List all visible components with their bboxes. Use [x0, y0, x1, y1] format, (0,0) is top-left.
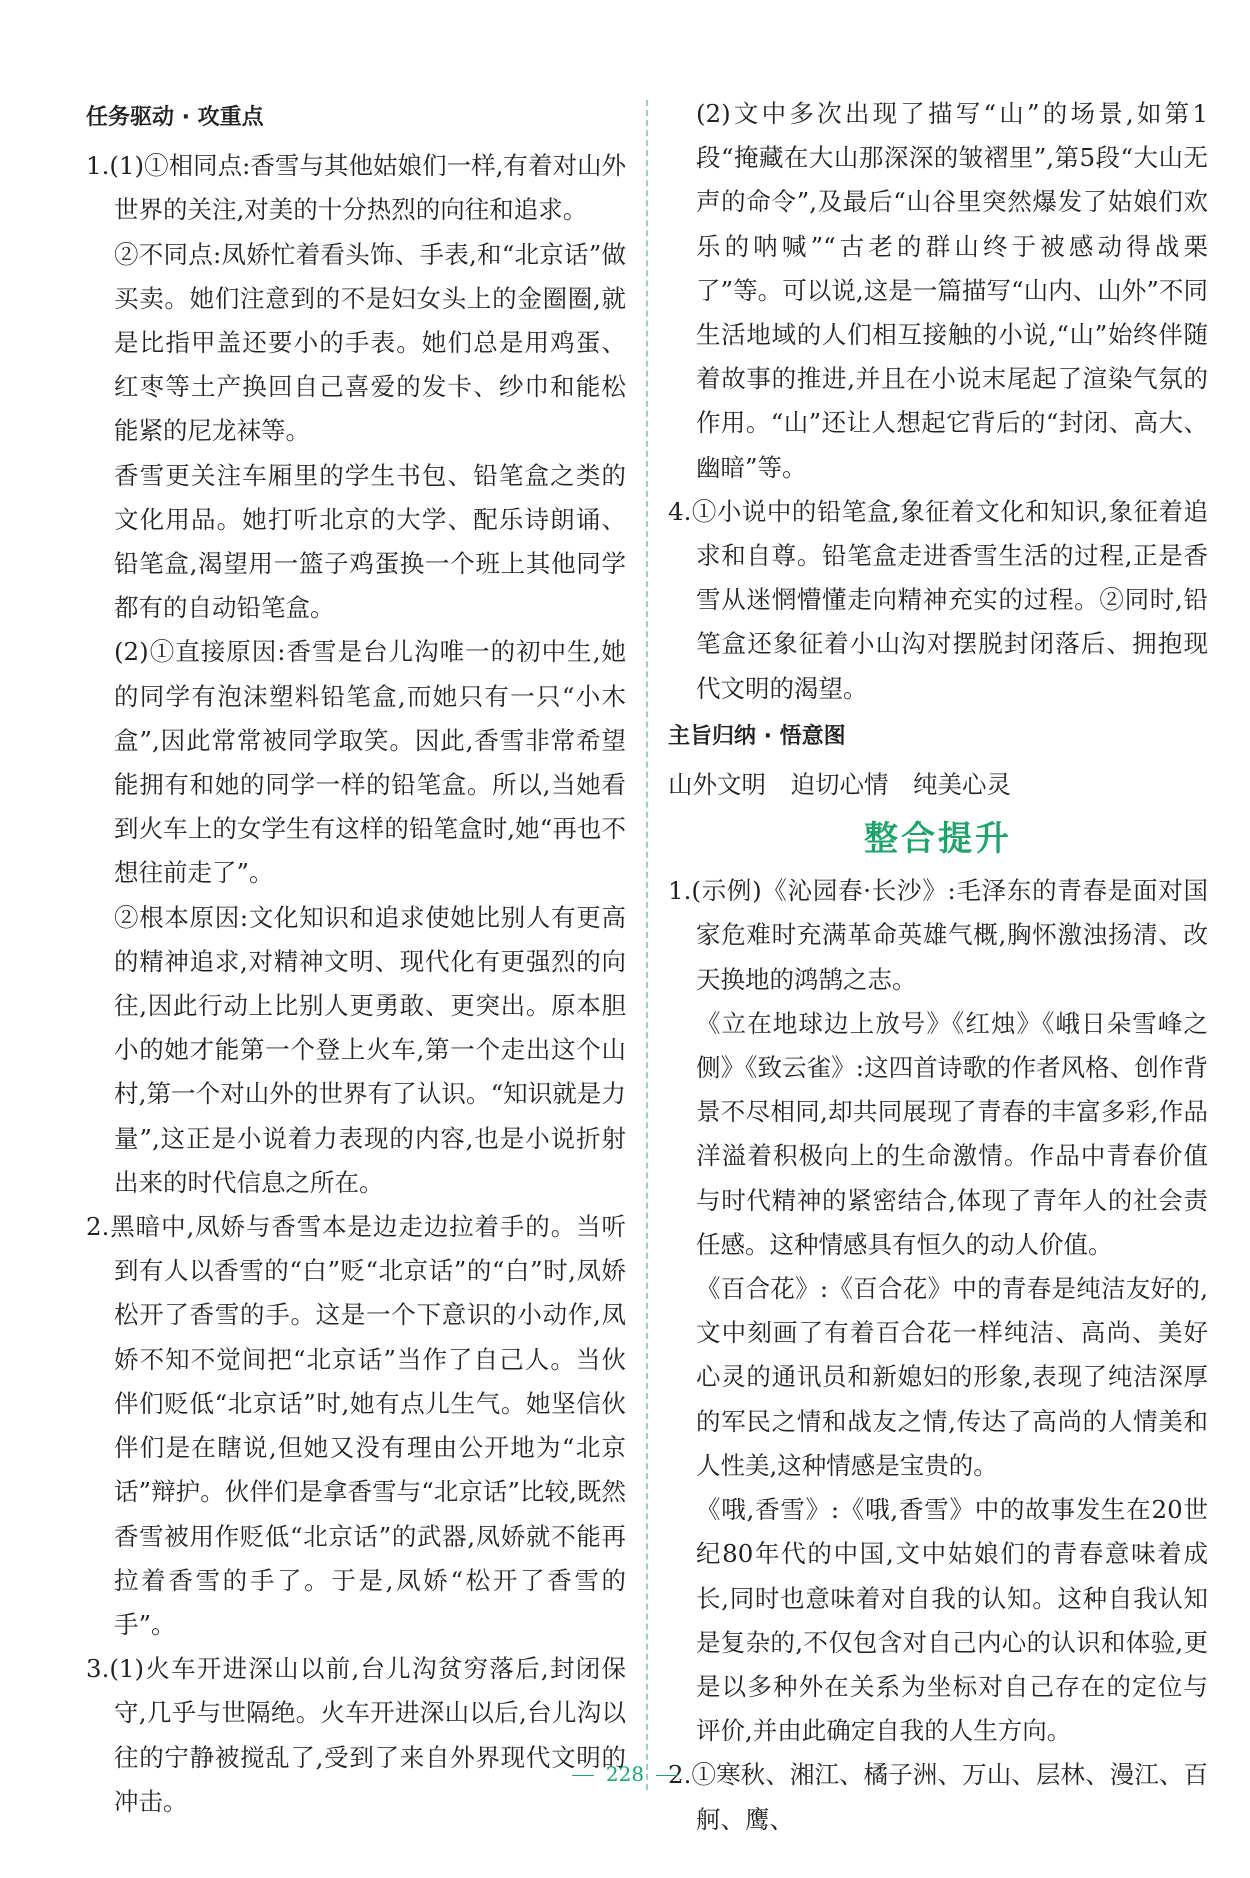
answer-1-1-diff: ②不同点:凤娇忙着看头饰、手表,和“北京话”做买卖。她们注意到的不是妇女头上的金圈圈,就是比指甲盖还要小的手表。她们总是用鸡蛋、红枣等土产换回自己喜爱的发卡、纱巾和能松能紧的尼龙袜等。 — [114, 239, 626, 446]
integration-answer-2: 2.①寒秋、湘江、橘子洲、万山、层林、漫江、百舸、鹰、 — [668, 1760, 1208, 1834]
section-heading-theme: 主旨归纳 · 悟意图 — [668, 723, 846, 749]
page-footer — [0, 1762, 1250, 1786]
answer-2: 2.黑暗中,凤娇与香雪本是边走边拉着手的。当听到有人以香雪的“白”贬“北京话”的“白”时,凤娇松开了香雪的手。这是一个下意识的小动作,凤娇不知不觉间把“北京话”当作了自己人。当伙伴们贬低“北京话”时,她有点儿生气。她坚信伙伴们是在瞎说,但她又没有理由公开地为“北京话”辩护。伙伴们是拿香雪与“北京话”比较,既然香雪被用作贬低“北京话”的武器,凤娇就不能再拉着香雪的手了。于是,凤娇“松开了香雪的手”。 — [86, 1212, 626, 1639]
answer-1-1-same: 1.(1)①相同点:香雪与其他姑娘们一样,有着对山外世界的关注,对美的十分热烈的向往和追求。 — [86, 151, 626, 225]
section-heading-task: 任务驱动 · 攻重点 — [86, 105, 264, 130]
answer-1-2-root: ②根本原因:文化知识和追求使她比别人有更高的精神追求,对精神文明、现代化有更强烈的向往,因此行动上比别人更勇敢、更突出。原本胆小的她才能第一个登上火车,第一个走出这个山村,第一个对山外的世界有了认识。“知识就是力量”,这正是小说着力表现的内容,也是小说折射出来的时代信息之所在。 — [114, 902, 626, 1197]
answer-4: 4.①小说中的铅笔盒,象征着文化和知识,象征着追求和自尊。铅笔盒走进香雪生活的过程,正是香雪从迷惘懵懂走向精神充实的过程。②同时,铅笔盒还象征着小山沟对摆脱封闭落后、拥抱现代文明的渴望。 — [668, 496, 1208, 703]
answer-3-2: (2)文中多次出现了描写“山”的场景,如第1段“掩藏在大山那深深的皱褶里”,第5段“大山无声的命令”,及最后“山谷里突然爆发了姑娘们欢乐的呐喊”“古老的群山终于被感动得战栗了”等。可以说,这是一篇描写“山内、山外”不同生活地域的人们相互接触的小说,“山”始终伴随着故事的推进,并且在小说末尾起了渲染气氛的作用。“山”还让人想起它背后的“封闭、高大、幽暗”等。 — [696, 99, 1208, 482]
left-column — [86, 92, 626, 1824]
column-divider — [646, 100, 648, 1790]
integration-answer-1-changsha: 1.(示例)《沁园春·长沙》:毛泽东的青春是面对国家危难时充满革命英雄气概,胸怀激浊扬清、改天换地的鸿鹄之志。 — [668, 876, 1208, 994]
answer-1-2-direct: (2)①直接原因:香雪是台儿沟唯一的初中生,她的同学有泡沫塑料铅笔盒,而她只有一只“小木盒”,因此常常被同学取笑。因此,香雪非常希望能拥有和她的同学一样的铅笔盒。所以,当她看到火车上的女学生有这样的铅笔盒时,她“再也不想往前走了”。 — [114, 637, 626, 888]
answer-3-1: 3.(1)火车开进深山以前,台儿沟贫穷落后,封闭保守,几乎与世隔绝。火车开进深山以后,台儿沟以往的宁静被搅乱了,受到了来自外界现代文明的冲击。 — [86, 1654, 626, 1816]
integration-answer-1-xiangxue: 《哦,香雪》:《哦,香雪》中的故事发生在20世纪80年代的中国,文中姑娘们的青春意味着成长,同时也意味着对自我的认知。这种自我认知是复杂的,不仅包含对自己内心的认识和体验,更是以多种外在关系为坐标对自己存在的定位与评价,并由此确定自我的人生方向。 — [696, 1495, 1208, 1746]
integration-answer-1-poems: 《立在地球边上放号》《红烛》《峨日朵雪峰之侧》《致云雀》:这四首诗歌的作者风格、创作背景不尽相同,却共同展现了青春的丰富多彩,作品洋溢着积极向上的生命激情。作品中青春价值与时代精神的紧密结合,体现了青年人的社会责任感。这种情感具有恒久的动人价值。 — [696, 1008, 1208, 1259]
footer-dash-right — [656, 1775, 678, 1776]
right-column — [668, 92, 1208, 1842]
section-title-integration: 整合提升 — [864, 819, 1012, 860]
theme-keywords: 山外文明 迫切心情 纯美心灵 — [668, 770, 1011, 800]
integration-answer-1-lily: 《百合花》:《百合花》中的青春是纯洁友好的,文中刻画了有着百合花一样纯洁、高尚、美好心灵的通讯员和新媳妇的形象,表现了纯洁深厚的军民之情和战友之情,传达了高尚的人情美和人性美,这种情感是宝贵的。 — [696, 1274, 1208, 1480]
answer-1-1-xiangxue: 香雪更关注车厢里的学生书包、铅笔盒之类的文化用品。她打听北京的大学、配乐诗朗诵、铅笔盒,渴望用一篮子鸡蛋换一个班上其他同学都有的自动铅笔盒。 — [114, 460, 626, 623]
page-number: 228 — [605, 1762, 645, 1786]
footer-dash-left — [572, 1775, 594, 1776]
